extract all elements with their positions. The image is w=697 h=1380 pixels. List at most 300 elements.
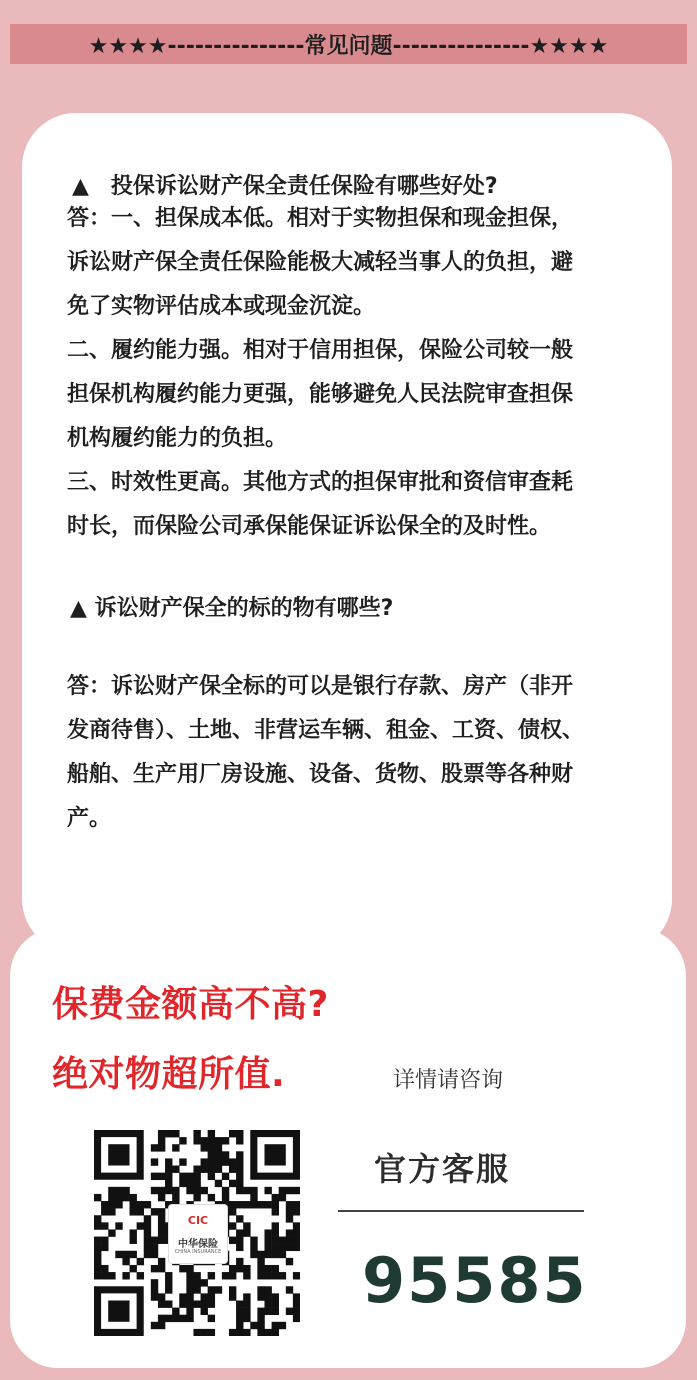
qr-module <box>151 1173 158 1180</box>
qr-module <box>115 1187 122 1194</box>
promo-card <box>10 928 686 1368</box>
qr-module <box>193 1279 200 1286</box>
qr-module <box>257 1272 264 1279</box>
qr-module <box>236 1173 243 1180</box>
qr-module <box>208 1329 215 1336</box>
qr-module <box>243 1315 250 1322</box>
qr-module <box>272 1194 279 1201</box>
qr-module <box>236 1322 243 1329</box>
qr-module <box>94 1237 101 1244</box>
qr-module <box>286 1215 293 1222</box>
qr-module <box>158 1137 165 1144</box>
qr-module <box>186 1293 193 1300</box>
qr-module <box>193 1180 200 1187</box>
qr-module <box>279 1272 286 1279</box>
qr-module <box>243 1300 250 1307</box>
qr-module <box>165 1286 172 1293</box>
qr-module <box>208 1173 215 1180</box>
qr-module <box>222 1151 229 1158</box>
qr-module <box>215 1166 222 1173</box>
qr-module <box>229 1130 236 1137</box>
qr-module <box>236 1229 243 1236</box>
qr-module <box>243 1265 250 1272</box>
qr-module <box>101 1237 108 1244</box>
qr-module <box>264 1265 271 1272</box>
qr-module <box>158 1130 165 1137</box>
qr-module <box>222 1158 229 1165</box>
qr-module <box>94 1244 101 1251</box>
qr-module <box>179 1315 186 1322</box>
qr-module <box>186 1315 193 1322</box>
qr-module <box>158 1258 165 1265</box>
qr-module <box>208 1300 215 1307</box>
qr-module <box>236 1308 243 1315</box>
qr-module <box>250 1322 257 1329</box>
qr-module <box>286 1187 293 1194</box>
qr-module <box>151 1293 158 1300</box>
qr-module <box>101 1272 108 1279</box>
qr-module <box>201 1293 208 1300</box>
qr-module <box>229 1166 236 1173</box>
qr-module <box>293 1201 300 1208</box>
qr-module <box>186 1286 193 1293</box>
service-phone[interactable]: 95585 <box>362 1244 588 1317</box>
answer-1-line: 时长，而保险公司承保能保证诉讼保全的及时性。 <box>67 514 552 539</box>
qr-module <box>236 1158 243 1165</box>
qr-module <box>257 1315 264 1322</box>
qr-module <box>151 1244 158 1251</box>
qr-module <box>193 1329 200 1336</box>
qr-code[interactable] <box>94 1130 300 1336</box>
qr-module <box>130 1201 137 1208</box>
qr-module <box>215 1137 222 1144</box>
qr-module <box>108 1144 129 1165</box>
qr-module <box>215 1151 222 1158</box>
qr-module <box>264 1144 285 1165</box>
qr-module <box>94 1194 101 1201</box>
qr-module <box>264 1272 271 1279</box>
qr-module <box>101 1244 108 1251</box>
answer-1-line: 答：一、担保成本低。相对于实物担保和现金担保， <box>67 206 574 231</box>
qr-module <box>151 1286 158 1293</box>
qr-module <box>272 1293 279 1300</box>
qr-module <box>186 1187 193 1194</box>
qr-module <box>286 1308 293 1315</box>
qr-module <box>293 1272 300 1279</box>
qr-module <box>236 1201 243 1208</box>
qr-module <box>293 1208 300 1215</box>
qr-module <box>222 1194 229 1201</box>
qr-module <box>130 1265 137 1272</box>
qr-module <box>250 1194 257 1201</box>
qr-module <box>293 1315 300 1322</box>
question-2: ▲ 诉讼财产保全的标的物有哪些? <box>70 596 394 621</box>
qr-module <box>122 1258 129 1265</box>
qr-module <box>250 1187 257 1194</box>
answer-1 <box>67 197 667 549</box>
qr-module <box>158 1229 165 1236</box>
qr-module <box>279 1237 286 1244</box>
qr-module <box>165 1173 172 1180</box>
qr-module <box>94 1222 101 1229</box>
qr-module <box>264 1329 271 1336</box>
qr-module <box>229 1272 236 1279</box>
qr-module <box>250 1201 257 1208</box>
qr-module <box>193 1187 200 1194</box>
qr-module <box>122 1272 129 1279</box>
qr-module <box>108 1187 115 1194</box>
qr-module <box>257 1329 264 1336</box>
qr-module <box>272 1237 279 1244</box>
qr-module <box>151 1322 158 1329</box>
qr-module <box>222 1137 229 1144</box>
service-divider <box>338 1210 584 1212</box>
qr-module <box>215 1286 222 1293</box>
qr-module <box>243 1229 250 1236</box>
qr-module <box>208 1166 215 1173</box>
qr-module <box>179 1137 186 1144</box>
qr-module <box>236 1237 243 1244</box>
qr-module <box>229 1180 236 1187</box>
qr-module <box>144 1215 151 1222</box>
qr-module <box>208 1272 215 1279</box>
qr-module <box>229 1329 236 1336</box>
qr-module <box>108 1201 115 1208</box>
qr-module <box>236 1215 243 1222</box>
qr-module <box>165 1166 172 1173</box>
qr-module <box>172 1315 179 1322</box>
qr-module <box>165 1158 172 1165</box>
qr-module <box>272 1201 279 1208</box>
qr-module <box>94 1265 101 1272</box>
answer-1-line: 机构履约能力的负担。 <box>67 426 288 451</box>
qr-module <box>257 1322 264 1329</box>
qr-module <box>208 1315 215 1322</box>
qr-module <box>257 1265 264 1272</box>
qr-module <box>264 1237 271 1244</box>
qr-module <box>250 1244 257 1251</box>
qr-module <box>130 1251 137 1258</box>
qr-module <box>179 1180 186 1187</box>
qr-module <box>179 1293 186 1300</box>
qr-module <box>186 1279 193 1286</box>
qr-module <box>215 1180 222 1187</box>
qr-module <box>243 1201 250 1208</box>
qr-module <box>272 1300 279 1307</box>
qr-module <box>293 1187 300 1194</box>
qr-module <box>215 1144 222 1151</box>
qr-module <box>179 1300 186 1307</box>
qr-module <box>236 1329 243 1336</box>
qr-module <box>286 1237 293 1244</box>
qr-module <box>272 1251 279 1258</box>
qr-module <box>286 1201 293 1208</box>
qr-logo <box>168 1204 228 1264</box>
qr-module <box>257 1308 264 1315</box>
qr-module <box>208 1151 215 1158</box>
qr-module <box>243 1329 250 1336</box>
qr-module <box>286 1286 293 1293</box>
qr-module <box>193 1272 200 1279</box>
qr-module <box>257 1201 264 1208</box>
qr-module <box>257 1251 264 1258</box>
qr-module <box>229 1222 236 1229</box>
qr-module <box>279 1187 286 1194</box>
qr-module <box>264 1300 271 1307</box>
qr-module <box>158 1194 165 1201</box>
qr-module <box>165 1180 172 1187</box>
qr-module <box>293 1300 300 1307</box>
qr-module <box>272 1244 279 1251</box>
qr-module <box>158 1322 165 1329</box>
qr-module <box>236 1151 243 1158</box>
qr-module <box>208 1158 215 1165</box>
qr-module <box>165 1315 172 1322</box>
qr-module <box>172 1144 179 1151</box>
qr-module <box>108 1300 129 1321</box>
qr-module <box>158 1265 165 1272</box>
answer-2-line: 答：诉讼财产保全标的可以是银行存款、房产（非开 <box>67 674 574 699</box>
qr-module <box>193 1300 200 1307</box>
qr-module <box>151 1187 158 1194</box>
answer-2-line: 发商待售）、土地、非营运车辆、租金、工资、债权、 <box>67 718 585 743</box>
qr-module <box>236 1315 243 1322</box>
qr-module <box>151 1279 158 1286</box>
answer-1-line: 免了实物评估成本或现金沉淀。 <box>67 294 376 319</box>
qr-module <box>264 1293 271 1300</box>
qr-module <box>101 1201 108 1208</box>
qr-module <box>151 1158 158 1165</box>
qr-module <box>293 1293 300 1300</box>
qr-module <box>257 1286 264 1293</box>
qr-module <box>115 1222 122 1229</box>
qr-module <box>264 1251 271 1258</box>
qr-module <box>158 1144 165 1151</box>
answer-1-line: 三、时效性更高。其他方式的担保审批和资信审查耗 <box>67 470 574 495</box>
qr-module <box>101 1208 108 1215</box>
qr-module <box>257 1293 264 1300</box>
qr-module <box>137 1222 144 1229</box>
slogan-line-1: 保费金额高不高? <box>52 984 329 1025</box>
qr-module <box>201 1329 208 1336</box>
qr-module <box>158 1215 165 1222</box>
qr-module <box>144 1222 151 1229</box>
qr-module <box>272 1229 279 1236</box>
qr-module <box>165 1300 172 1307</box>
qr-module <box>186 1173 193 1180</box>
qr-module <box>179 1265 186 1272</box>
qr-module <box>193 1166 200 1173</box>
qr-module <box>151 1251 158 1258</box>
qr-module <box>122 1194 129 1201</box>
qr-module <box>229 1208 236 1215</box>
qr-module <box>243 1222 250 1229</box>
qr-module <box>158 1300 165 1307</box>
qr-module <box>115 1251 122 1258</box>
qr-module <box>108 1272 115 1279</box>
qr-module <box>201 1158 208 1165</box>
qr-module <box>264 1286 271 1293</box>
qr-module <box>108 1229 115 1236</box>
qr-module <box>250 1251 257 1258</box>
qr-module <box>193 1286 200 1293</box>
qr-module <box>222 1173 229 1180</box>
qr-module <box>186 1180 193 1187</box>
qr-module <box>94 1215 101 1222</box>
answer-2 <box>67 665 667 841</box>
qr-module <box>158 1187 165 1194</box>
qr-module <box>193 1173 200 1180</box>
qr-module <box>236 1244 243 1251</box>
qr-module <box>236 1265 243 1272</box>
qr-module <box>165 1130 172 1137</box>
qr-module <box>279 1322 286 1329</box>
qr-module <box>137 1208 144 1215</box>
qr-module <box>286 1258 293 1265</box>
qr-module <box>158 1293 165 1300</box>
qr-module <box>293 1229 300 1236</box>
qr-module <box>101 1265 108 1272</box>
qr-module <box>201 1308 208 1315</box>
qr-module <box>193 1137 200 1144</box>
qr-module <box>122 1187 129 1194</box>
qr-module <box>108 1208 115 1215</box>
qr-module <box>130 1229 137 1236</box>
qr-module <box>201 1187 208 1194</box>
qr-module <box>272 1308 279 1315</box>
qr-module <box>179 1158 186 1165</box>
qr-logo-subtext: CHINA INSURANCE <box>174 1249 222 1255</box>
qr-module <box>272 1208 279 1215</box>
qr-module <box>201 1144 208 1151</box>
qr-module <box>94 1251 101 1258</box>
qr-module <box>257 1258 264 1265</box>
qr-module <box>186 1300 193 1307</box>
qr-module <box>243 1293 250 1300</box>
qr-module <box>222 1272 229 1279</box>
question-1: ▲ 投保诉讼财产保全责任保险有哪些好处? <box>72 174 498 199</box>
qr-module <box>229 1158 236 1165</box>
qr-module <box>279 1194 286 1201</box>
qr-module <box>236 1130 243 1137</box>
qr-module <box>151 1237 158 1244</box>
qr-module <box>144 1201 151 1208</box>
qr-module <box>208 1137 215 1144</box>
qr-module <box>130 1194 137 1201</box>
consult-label: 详情请咨询 <box>393 1068 504 1093</box>
qr-module <box>158 1173 165 1180</box>
qr-module <box>179 1173 186 1180</box>
qr-module <box>158 1237 165 1244</box>
qr-module <box>172 1187 179 1194</box>
qr-module <box>229 1286 236 1293</box>
qr-module <box>186 1272 193 1279</box>
qr-module <box>236 1300 243 1307</box>
qr-module <box>201 1300 208 1307</box>
qr-module <box>272 1329 279 1336</box>
qr-module <box>172 1194 179 1201</box>
qr-module <box>250 1237 257 1244</box>
qr-module <box>229 1201 236 1208</box>
qr-module <box>144 1237 151 1244</box>
qr-module <box>158 1315 165 1322</box>
qr-module <box>279 1251 286 1258</box>
qr-module <box>286 1229 293 1236</box>
qr-module <box>236 1258 243 1265</box>
answer-2-line: 产。 <box>67 806 112 831</box>
qr-module <box>264 1229 271 1236</box>
qr-module <box>293 1244 300 1251</box>
qr-module <box>272 1265 279 1272</box>
qr-module <box>293 1237 300 1244</box>
qr-module <box>115 1201 122 1208</box>
qr-module <box>193 1130 200 1137</box>
faq-title: ★★★★---------------常见问题---------------★★★★ <box>88 33 609 59</box>
qr-module <box>286 1208 293 1215</box>
qr-module <box>165 1187 172 1194</box>
qr-module <box>208 1144 215 1151</box>
qr-module <box>264 1187 271 1194</box>
qr-module <box>229 1293 236 1300</box>
qr-module <box>201 1279 208 1286</box>
faq-title-bar <box>10 24 687 64</box>
qr-module <box>243 1308 250 1315</box>
qr-module <box>222 1187 229 1194</box>
qr-module <box>193 1194 200 1201</box>
qr-module <box>165 1272 172 1279</box>
service-title: 官方客服 <box>374 1150 511 1188</box>
answer-1-line: 担保机构履约能力更强，能够避免人民法院审查担保 <box>67 382 574 407</box>
qr-module <box>208 1293 215 1300</box>
qr-module <box>151 1208 158 1215</box>
qr-module <box>151 1265 158 1272</box>
qr-module <box>144 1251 151 1258</box>
slogan-line-2: 绝对物超所值. <box>52 1054 286 1095</box>
qr-module <box>236 1180 243 1187</box>
qr-module <box>272 1272 279 1279</box>
qr-module <box>130 1208 137 1215</box>
qr-module <box>229 1265 236 1272</box>
qr-module <box>115 1194 122 1201</box>
qr-module <box>208 1286 215 1293</box>
qr-module <box>165 1279 172 1286</box>
qr-module <box>172 1166 179 1173</box>
qr-module <box>236 1187 243 1194</box>
qr-module <box>208 1130 215 1137</box>
qr-module <box>137 1272 144 1279</box>
qr-module <box>229 1237 236 1244</box>
qr-module <box>172 1130 179 1137</box>
answer-1-line: 二、履约能力强。相对于信用担保，保险公司较一般 <box>67 338 574 363</box>
qr-module <box>208 1194 215 1201</box>
qr-module <box>137 1201 144 1208</box>
qr-logo-text: 中华保险 <box>178 1239 218 1250</box>
qr-module <box>272 1322 279 1329</box>
qr-module <box>186 1308 193 1315</box>
faq-card <box>22 113 672 953</box>
qr-module <box>264 1244 271 1251</box>
qr-module <box>158 1208 165 1215</box>
qr-module <box>236 1166 243 1173</box>
company-logo-icon: CIC <box>187 1214 209 1227</box>
qr-module <box>236 1137 243 1144</box>
qr-module <box>108 1194 115 1201</box>
qr-module <box>243 1272 250 1279</box>
qr-module <box>286 1244 293 1251</box>
qr-module <box>293 1222 300 1229</box>
qr-module <box>201 1166 208 1173</box>
qr-module <box>172 1308 179 1315</box>
